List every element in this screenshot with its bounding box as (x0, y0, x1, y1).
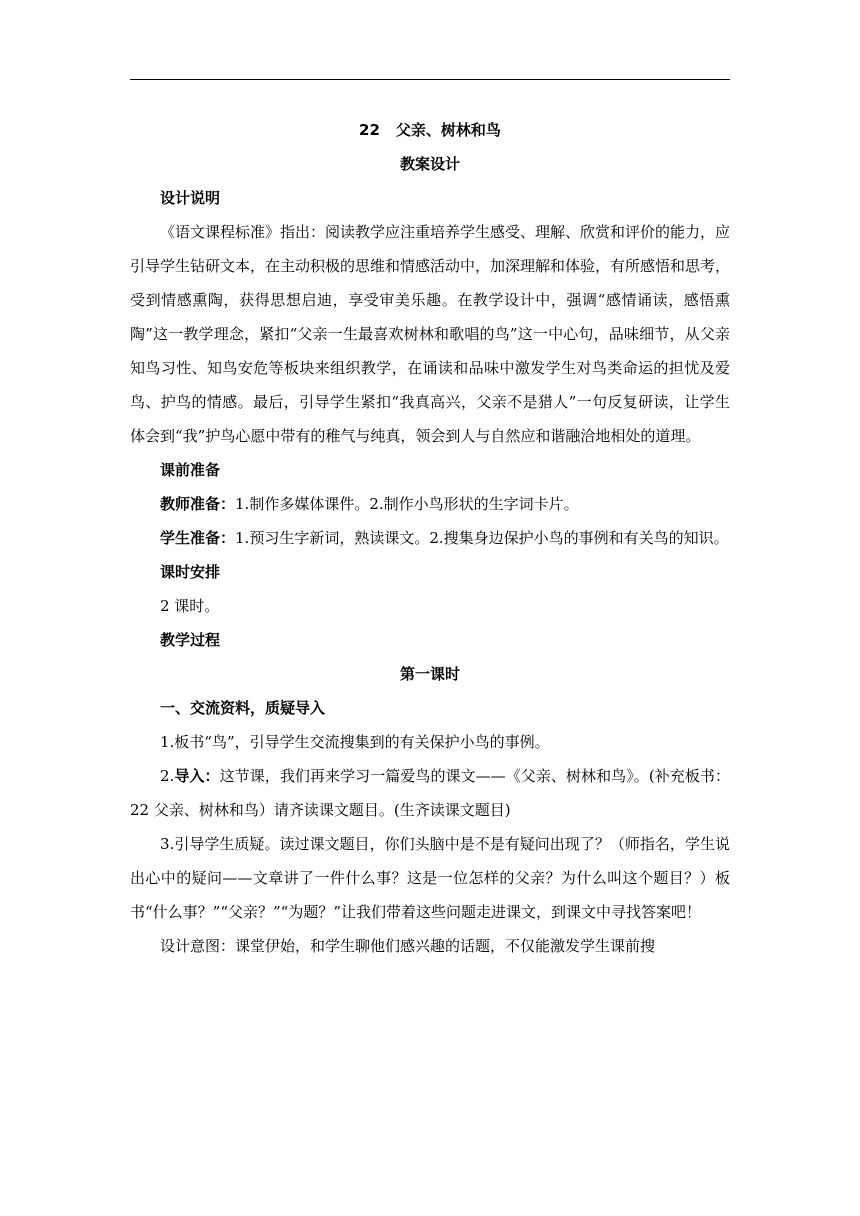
lesson-title (130, 113, 730, 147)
lesson-number: 22 (359, 121, 380, 139)
student-preparation-label: 学生准备： (160, 529, 236, 547)
design-note-paragraph: 《语文课程标准》指出：阅读教学应注重培养学生感受、理解、欣赏和评价的能力，应引导学生钻研文本，在主动积极的思维和情感活动中，加深理解和体验，有所感悟和思考，受到情感熏陶，获得思想启迪，享受审美乐趣。在教学设计中，强调“感情诵读，感悟熏陶”这一教学理念，紧扣“父亲一生最喜欢树林和歌唱的鸟”这一中心句，品味细节，从父亲知鸟习性、知鸟安危等板块来组织教学，在诵读和品味中激发学生对鸟类命运的担忧及爱鸟、护鸟的情感。最后，引导学生紧扣“我真高兴，父亲不是猎人”一句反复研读，让学生体会到“我”护鸟心愿中带有的稚气与纯真，领会到人与自然应和谐融洽地相处的道理。 (130, 223, 731, 445)
lesson-period-title: 第一课时 (399, 665, 460, 683)
teacher-preparation-label: 教师准备： (160, 495, 236, 513)
process-item-3: 3.引导学生质疑。读过课文题目，你们头脑中是不是有疑问出现了？（师指名，学生说出心中的疑问——文章讲了一件什么事？这是一位怎样的父亲？为什么叫这个题目？）板书“什么事？”“父亲？”“为题？”让我们带着这些问题走进课文，到课文中寻找答案吧！ (130, 835, 730, 921)
process-item-2-label: 导入： (174, 767, 220, 785)
student-preparation-text: 1.预习生字新词，熟读课文。2.搜集身边保护小鸟的事例和有关鸟的知识。 (235, 529, 729, 547)
design-intent: 设计意图：课堂伊始，和学生聊他们感兴趣的话题，不仅能激发学生课前搜 (160, 937, 656, 955)
process-item-2 (130, 759, 730, 827)
lesson-title-text: 父亲、树林和鸟 (395, 121, 501, 139)
process-item-1: 1.板书“鸟”，引导学生交流搜集到的有关保护小鸟的事例。 (160, 733, 550, 751)
process-item-2-prefix: 2. (160, 767, 175, 785)
section-heading-process: 教学过程 (160, 631, 221, 649)
schedule-text: 2 课时。 (160, 597, 220, 615)
part-heading: 一、交流资料，质疑导入 (160, 699, 326, 717)
teacher-preparation-text: 1.制作多媒体课件。2.制作小鸟形状的生字词卡片。 (235, 495, 579, 513)
process-item-2-text: 这节课，我们再来学习一篇爱鸟的课文——《父亲、树林和鸟》。(补充板书：22 父亲、树林和鸟）请齐读课文题目。(生齐读课文题目) (130, 767, 730, 819)
section-heading-preparation: 课前准备 (160, 461, 221, 479)
student-preparation (130, 521, 730, 555)
section-heading-schedule: 课时安排 (160, 563, 221, 581)
header-rule (130, 79, 730, 80)
section-heading-design-note: 设计说明 (160, 189, 221, 207)
document-subtitle: 教案设计 (399, 155, 460, 173)
document-body (130, 113, 730, 963)
teacher-preparation (130, 487, 730, 521)
